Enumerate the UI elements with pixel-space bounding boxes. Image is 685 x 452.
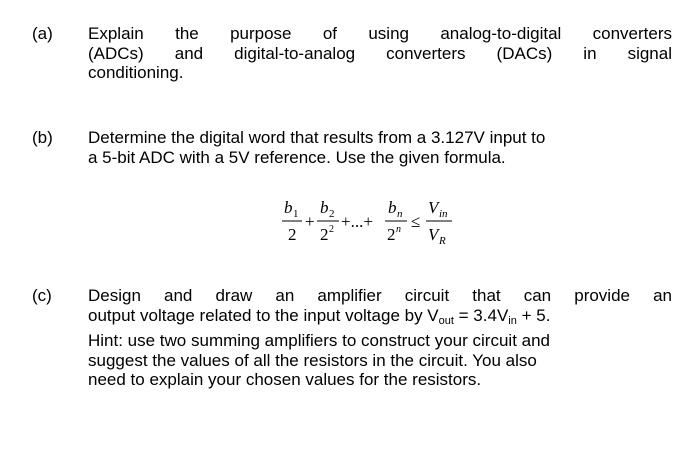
- formula-vin-sub: in: [439, 208, 448, 220]
- formula-plus: +: [305, 212, 315, 231]
- formula-graphic: [280, 196, 480, 256]
- text-line: a 5-bit ADC with a 5V reference. Use the given formula.: [88, 147, 506, 167]
- question-label: (b): [32, 128, 53, 147]
- text-line: conditioning.: [88, 63, 184, 82]
- question-text: [88, 24, 672, 83]
- subscript-in: in: [508, 314, 517, 327]
- text-segment: = 3.4V: [453, 305, 509, 325]
- question-text: [88, 128, 672, 167]
- formula-den2-sup: 2: [329, 224, 334, 235]
- formula-dots: +...+: [341, 212, 373, 231]
- formula-bn: b: [388, 198, 397, 217]
- text-line: suggest the values of all the resistors in the circuit. You also: [88, 350, 537, 370]
- formula-den1: 2: [288, 225, 297, 244]
- adc-formula: [280, 196, 480, 261]
- text-segment: + 5.: [516, 305, 551, 325]
- formula-den2: 2: [320, 225, 329, 244]
- text-line: (ADCs) and digital-to-analog converters (DACs) in signal: [88, 43, 672, 63]
- text-line-with-subscripts: [88, 306, 672, 332]
- formula-vin: V: [428, 198, 439, 217]
- formula-denn-sup: n: [396, 224, 401, 235]
- text-line: Hint: use two summing amplifiers to construct your circuit and: [88, 331, 551, 350]
- formula-b2: b: [320, 198, 329, 217]
- formula-b2-sub: 2: [329, 208, 335, 220]
- subscript-out: out: [438, 314, 454, 327]
- formula-leq: ≤: [411, 212, 421, 231]
- formula-vr-sub: R: [439, 235, 446, 247]
- text-line: Design and draw an amplifier circuit that can provide an: [88, 286, 672, 305]
- formula-denn: 2: [387, 225, 396, 244]
- text-line: Determine the digital word that results from a 3.127V input to: [88, 128, 546, 147]
- text-segment: output voltage related to the input voltage by V: [88, 305, 439, 325]
- text-line: need to explain your chosen values for the resistors.: [88, 370, 482, 389]
- formula-bn-sub: n: [397, 208, 403, 220]
- formula-b1: b: [284, 198, 293, 217]
- formula-vr: V: [428, 225, 439, 244]
- text-line: Explain the purpose of using analog-to-digital converters: [88, 24, 672, 43]
- formula-b1-sub: 1: [293, 208, 299, 220]
- question-label: (c): [32, 286, 52, 305]
- question-label: (a): [32, 24, 53, 43]
- question-text: [88, 286, 672, 390]
